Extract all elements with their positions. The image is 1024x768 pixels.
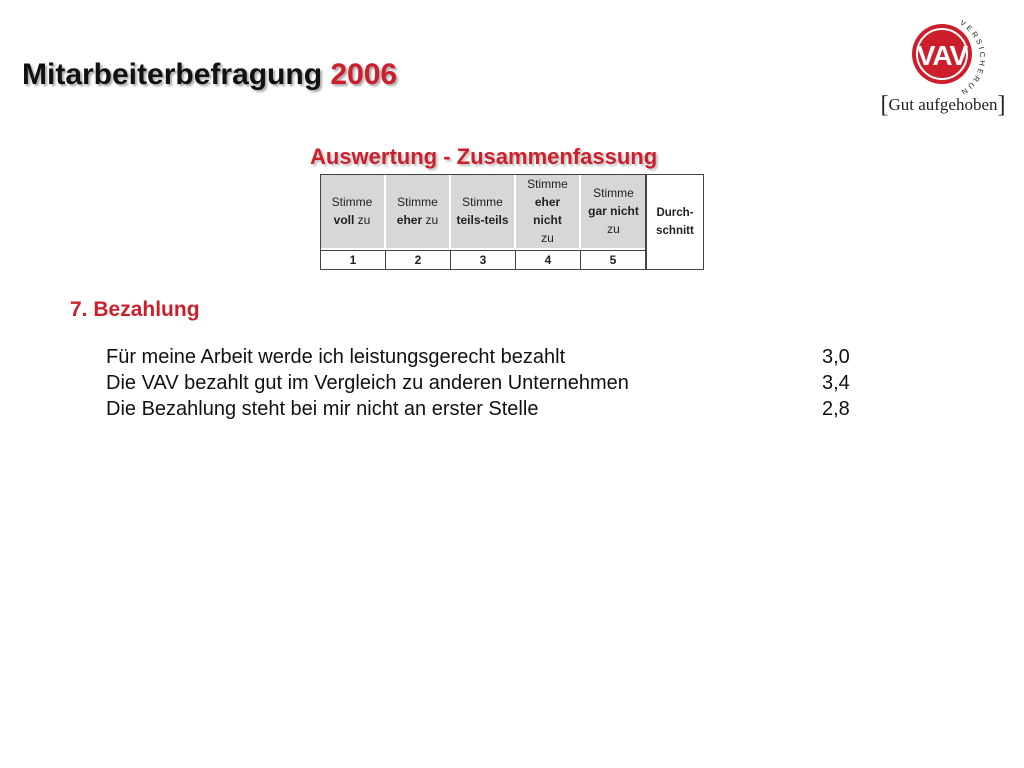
logo-tagline-text: Gut aufgehoben <box>888 95 998 114</box>
scale-number-1: 1 <box>320 250 386 270</box>
list-item <box>106 398 866 424</box>
scale-header-text: Stimme <box>331 195 373 209</box>
scale-header-2 <box>386 174 451 248</box>
page-title-text: Mitarbeiterbefragung <box>22 58 323 91</box>
scale-header-text: Stimme <box>397 195 438 209</box>
rating-scale-legend <box>320 174 704 270</box>
scale-header-text: eher <box>534 195 561 209</box>
vav-logo-emblem <box>878 14 1008 94</box>
scale-number-5: 5 <box>580 250 646 270</box>
scale-header-5 <box>581 174 646 248</box>
page-title <box>22 58 397 92</box>
scale-header-text: zu <box>425 213 439 227</box>
scale-header-text: zu <box>607 222 620 236</box>
scale-header-4 <box>516 174 581 248</box>
scale-header-text: Stimme <box>527 177 568 191</box>
scale-number-2: 2 <box>385 250 451 270</box>
scale-header-text: eher <box>396 213 423 227</box>
scale-header-1 <box>320 174 386 248</box>
average-value: 3,4 <box>822 372 850 394</box>
average-value: 2,8 <box>822 398 850 420</box>
list-item <box>106 372 866 398</box>
question-text: Die VAV bezahlt gut im Vergleich zu anderen Unternehmen <box>106 372 629 394</box>
scale-average-text: schnitt <box>656 225 694 237</box>
scale-header-text: teils-teils <box>456 213 509 227</box>
scale-header-text: voll <box>333 213 355 227</box>
scale-header-text: zu <box>541 231 554 245</box>
logo-ring-text: VERSICHERUN <box>957 18 988 94</box>
question-text: Für meine Arbeit werde ich leistungsgerecht bezahlt <box>106 346 566 368</box>
page-title-year: 2006 <box>330 58 398 91</box>
logo-tagline: [Gut aufgehoben] <box>880 92 1006 118</box>
scale-average-header <box>646 174 704 270</box>
scale-header-text: zu <box>357 213 371 227</box>
scale-average-text: Durch- <box>656 207 694 219</box>
scale-header-text: gar nicht <box>588 204 639 218</box>
question-text: Die Bezahlung steht bei mir nicht an erster Stelle <box>106 398 539 420</box>
scale-header-3 <box>451 174 516 248</box>
scale-number-4: 4 <box>515 250 581 270</box>
scale-header-text: Stimme <box>593 186 634 200</box>
section-title: 7. Bezahlung <box>70 298 200 321</box>
vav-logo <box>878 14 1008 124</box>
scale-number-3: 3 <box>450 250 516 270</box>
section-subtitle: Auswertung - Zusammenfassung <box>310 144 658 169</box>
scale-header-text: Stimme <box>462 195 503 209</box>
scale-header-text: nicht <box>533 213 562 227</box>
question-list <box>106 346 866 424</box>
logo-brand: VAV <box>916 40 968 71</box>
average-value: 3,0 <box>822 346 850 368</box>
list-item <box>106 346 866 372</box>
